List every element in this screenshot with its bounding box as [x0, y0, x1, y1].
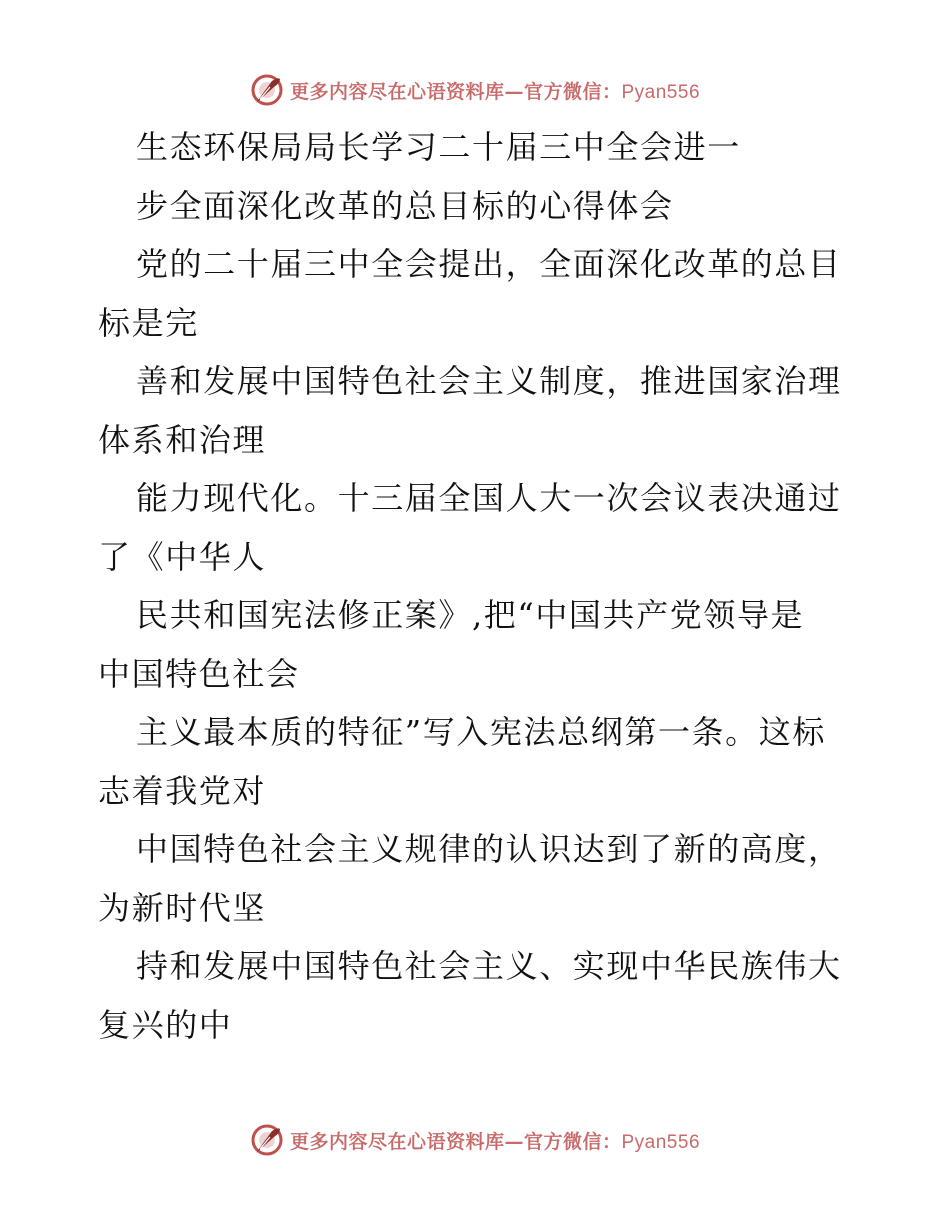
- paragraph-line: 善和发展中国特色社会主义制度，推进国家治理: [136, 362, 842, 400]
- paragraph-line: 体系和治理: [98, 420, 267, 459]
- header-banner-text: 更多内容尽在心语资料库—官方微信：Pyan556: [289, 80, 701, 103]
- paragraph-line: 步全面深化改革的总目标的心得体会: [136, 186, 674, 225]
- paragraph-line: 标是完: [98, 303, 199, 342]
- paragraph-line: 能力现代化。十三届全国人大一次会议表决通过: [136, 479, 842, 517]
- paragraph-line: 持和发展中国特色社会主义、实现中华民族伟大: [136, 947, 842, 985]
- quill-pen-logo-icon: [250, 73, 284, 107]
- paragraph-line: 生态环保局局长学习二十届三中全会进一: [136, 128, 741, 166]
- header-banner: [0, 70, 950, 110]
- paragraph-line: 复兴的中: [98, 1005, 233, 1044]
- paragraph-line: 民共和国宪法修正案》,把“中国共产党领导是: [136, 596, 805, 634]
- paragraph-line: 主义最本质的特征”写入宪法总纲第一条。这标: [136, 713, 826, 751]
- paragraph-line: 中国特色社会: [98, 654, 300, 693]
- paragraph-line: 了《中华人: [98, 537, 267, 576]
- footer-banner: [0, 1120, 950, 1160]
- quill-pen-logo-icon: [250, 1123, 284, 1157]
- paragraph-line: 志着我党对: [98, 771, 267, 810]
- document-body: [98, 118, 858, 1054]
- paragraph-line: 为新时代坚: [98, 888, 267, 927]
- paragraph-line: 中国特色社会主义规律的认识达到了新的高度，: [136, 830, 842, 868]
- footer-banner-text: 更多内容尽在心语资料库—官方微信：Pyan556: [289, 1130, 701, 1153]
- paragraph-line: 党的二十届三中全会提出，全面深化改革的总目: [136, 245, 842, 283]
